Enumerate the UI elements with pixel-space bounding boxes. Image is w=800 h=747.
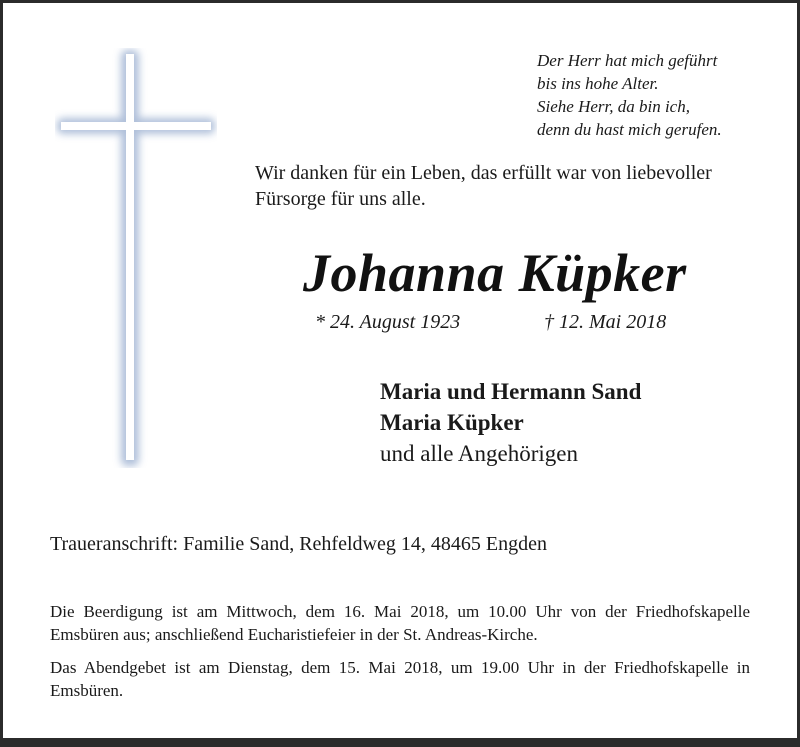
verse-line: Siehe Herr, da bin ich,: [537, 97, 690, 116]
verse-line: bis ins hohe Alter.: [537, 74, 659, 93]
mourners-block: [380, 376, 641, 469]
bible-verse: [537, 49, 722, 141]
deceased-name: Johanna Küpker: [303, 243, 687, 303]
mourner-name: Maria und Hermann Sand: [380, 379, 642, 404]
cross-icon: [55, 48, 217, 468]
evening-prayer-notice: Das Abendgebet ist am Dienstag, dem 15. Mai 2018, um 19.00 Uhr in der Friedhofskapelle in Emsbüren.: [50, 658, 750, 700]
verse-line: denn du hast mich gerufen.: [537, 120, 722, 139]
mourner-relatives: und alle Angehörigen: [380, 441, 579, 466]
verse-line: Der Herr hat mich geführt: [537, 51, 718, 70]
mourning-address: Traueranschrift: Familie Sand, Rehfeldweg 14, 48465 Engden: [50, 533, 547, 555]
death-date: † 12. Mai 2018: [544, 311, 667, 333]
mourner-name: Maria Küpker: [380, 410, 524, 435]
thanks-text: Wir danken für ein Leben, das erfüllt war von liebevoller Fürsorge für uns alle.: [255, 162, 712, 210]
funeral-notice: Die Beerdigung ist am Mittwoch, dem 16. Mai 2018, um 10.00 Uhr von der Friedhofskapelle Emsbüren aus; anschließend Eucharistiefeier in der St. Andreas-Kirche.: [50, 602, 750, 644]
birth-date: * 24. August 1923: [315, 311, 461, 333]
